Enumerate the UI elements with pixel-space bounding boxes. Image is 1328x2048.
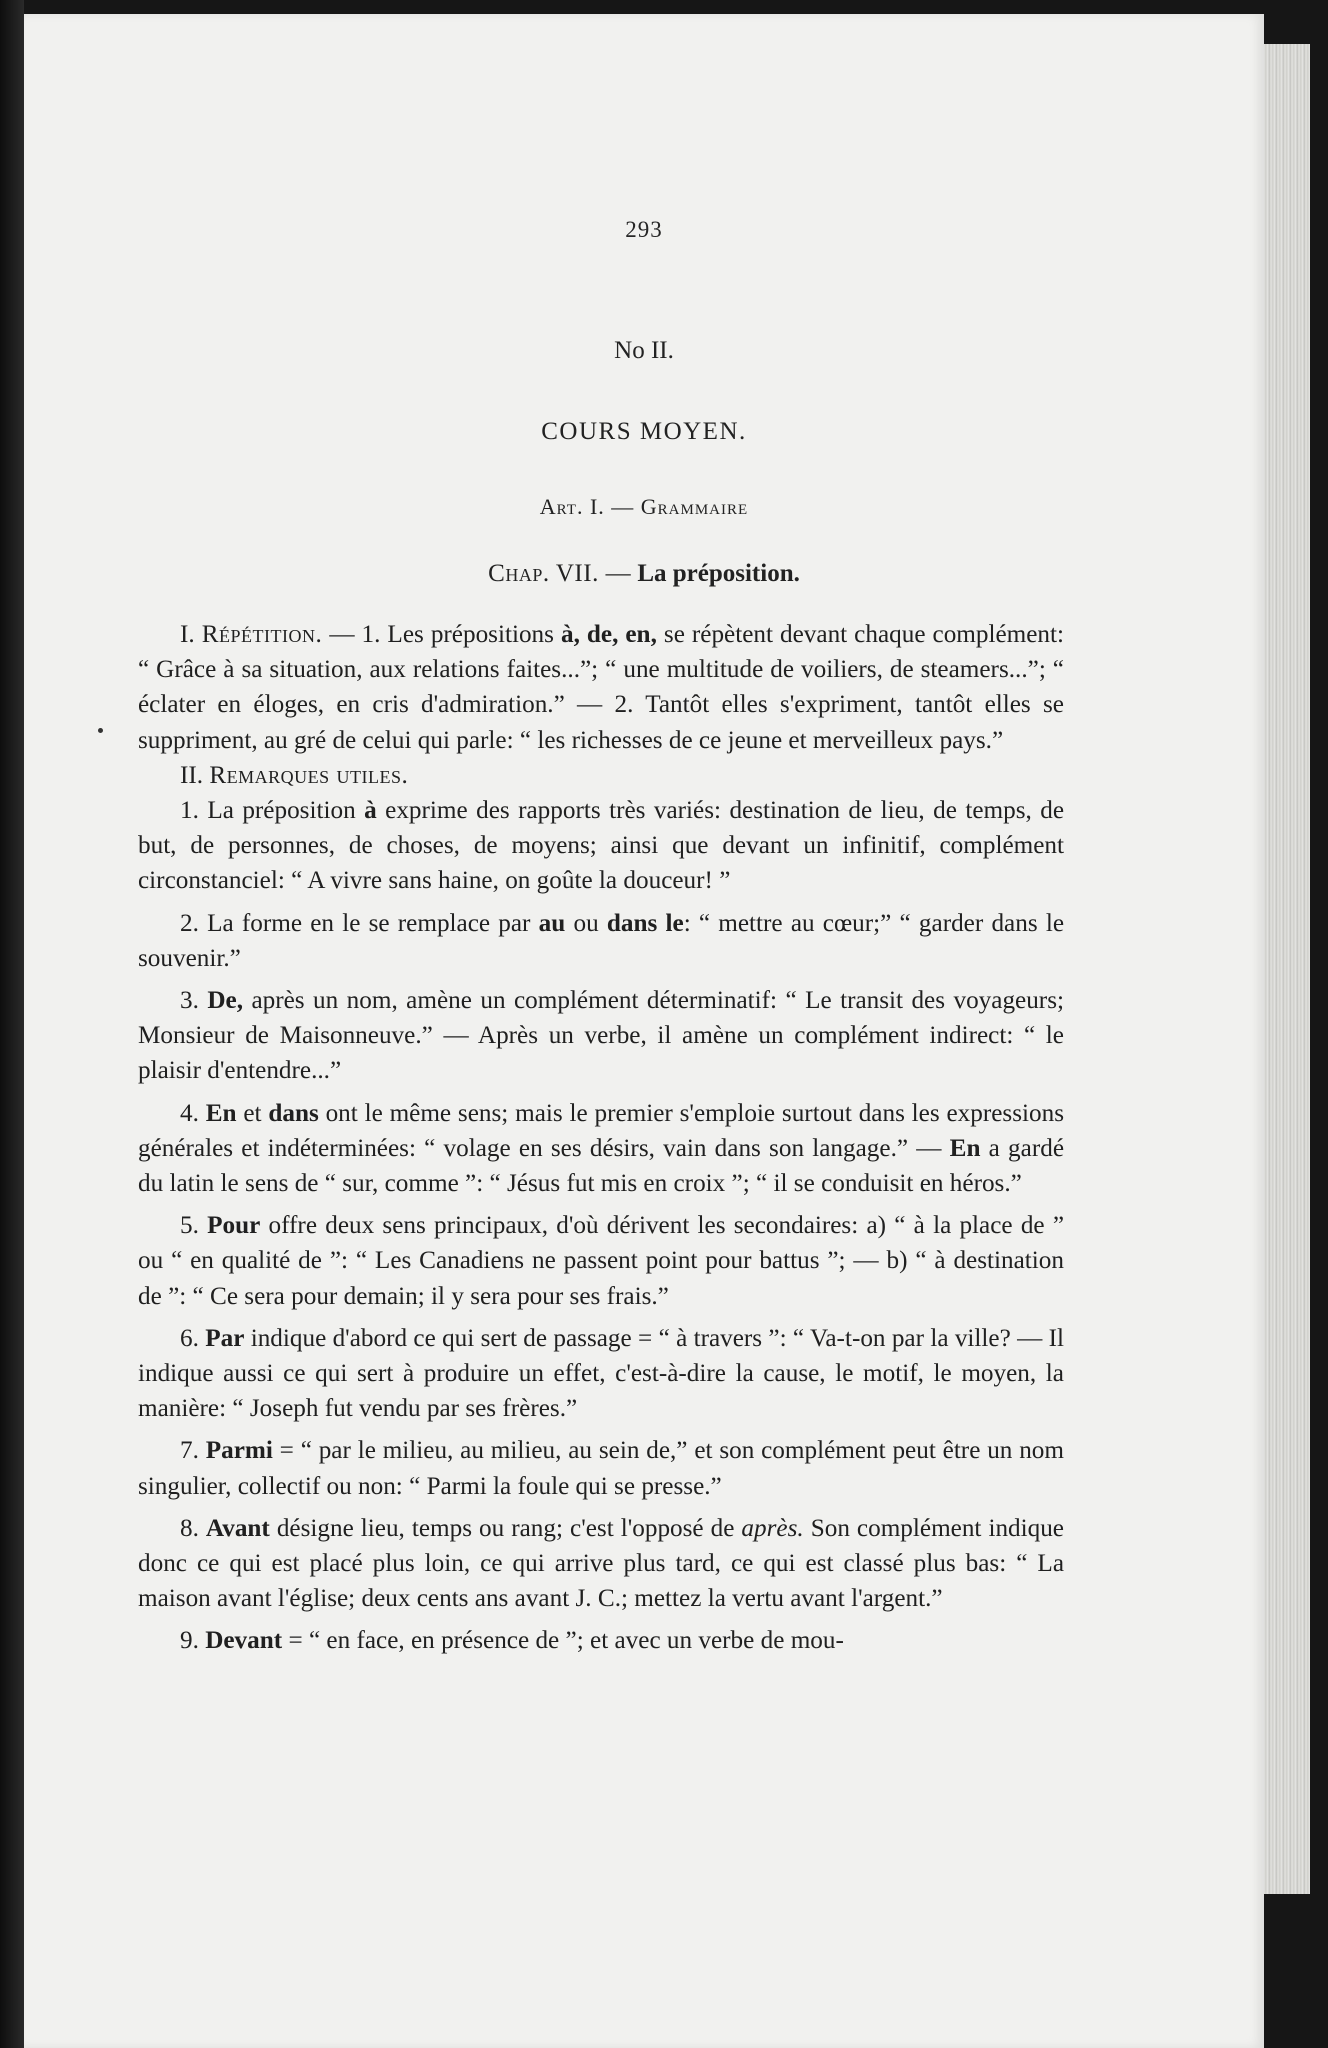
remark-text: désigne lieu, temps ou rang; c'est l'opposé de xyxy=(269,1514,742,1542)
body-text xyxy=(138,617,1064,1659)
remark-number: 5. xyxy=(180,1212,199,1240)
remark-text: = “ par le milieu, au milieu, au sein de,” et son complément peut être un nom singulier, collectif ou non: “ Parmi la foule qui se presse.” xyxy=(138,1437,1064,1500)
remark-paragraph xyxy=(138,1208,1064,1314)
remark-text: après un nom, amène un complément déterminatif: “ Le transit des voyageurs; Monsieur de Maisonneuve.” — Après un verbe, il amène un complément indirect: “ le plaisir d'entendre...” xyxy=(138,987,1064,1085)
remark-keyword: Par xyxy=(205,1324,245,1352)
book-page xyxy=(24,14,1264,2048)
remark-paragraph xyxy=(138,1321,1064,1427)
remark-keyword: dans xyxy=(268,1099,319,1127)
remark-text: et xyxy=(236,1099,269,1127)
remark-number: 3. xyxy=(180,987,199,1015)
remark-paragraph xyxy=(138,1096,1064,1202)
remark-text: = “ en face, en présence de ”; et avec un verbe de mou- xyxy=(282,1627,844,1655)
ink-mark xyxy=(98,728,103,733)
remark-keyword: à xyxy=(364,797,377,825)
remark-number: 9. xyxy=(180,1627,199,1655)
remark-text: ou xyxy=(565,909,607,937)
remark-number: 4. xyxy=(180,1099,199,1127)
remark-text: : “ mettre au cœur;” “ garder dans le souvenir.” xyxy=(138,909,1065,972)
article-heading: Art. I. — Grammaire xyxy=(539,494,749,519)
chapter-title: La préposition. xyxy=(637,560,800,587)
intro-text: — 1. Les prépositions xyxy=(322,621,561,648)
intro-number: I. xyxy=(180,621,195,648)
remark-number: 6. xyxy=(180,1324,199,1352)
remark-text: Son complément indique donc ce qui est placé plus loin, ce qui arrive plus tard, ce qui est classé plus bas: “ La maison avant l'église; deux cents ans avant J. C.; mettez la vertu avant l'argent.” xyxy=(138,1514,1064,1613)
remark-text: a gardé du latin le sens de “ sur, comme ”: “ Jésus fut mis en croix ”; “ il se conduisit en héros.” xyxy=(138,1134,1064,1198)
remarks-number: II. xyxy=(180,761,204,789)
intro-keywords: à, de, en, xyxy=(560,621,657,648)
remark-keyword: En xyxy=(949,1134,981,1162)
chapter-heading xyxy=(24,560,1264,588)
intro-paragraph xyxy=(138,617,1064,758)
intro-heading: Répétition. xyxy=(201,621,323,648)
remark-number: 1. xyxy=(180,797,199,825)
remark-text: offre deux sens principaux, d'où dérivent les secondaires: a) “ à la place de ” ou “ en qualité de ”: “ Les Canadiens ne passent point pour battus ”; — b) “ à destination de ”: “ Ce sera pour demain; il y sera pour ses frais.” xyxy=(138,1212,1065,1310)
page-number: 293 xyxy=(625,217,663,242)
section-number: No II. xyxy=(614,337,674,364)
remark-paragraph xyxy=(138,793,1064,899)
remark-italic: après. xyxy=(741,1514,804,1542)
remark-paragraph xyxy=(138,1623,1064,1658)
remark-paragraph xyxy=(138,906,1064,976)
remark-paragraph xyxy=(138,1433,1064,1503)
remark-number: 8. xyxy=(180,1514,199,1542)
remark-keyword: Avant xyxy=(205,1514,270,1542)
course-title: COURS MOYEN. xyxy=(541,418,747,445)
remark-keyword: Parmi xyxy=(205,1437,273,1465)
remark-text: La préposition xyxy=(207,797,365,825)
remarks-heading xyxy=(138,758,1064,793)
remark-number: 7. xyxy=(180,1437,199,1465)
chapter-label: Chap. VII. — xyxy=(488,560,632,587)
remark-keyword: De, xyxy=(207,987,244,1015)
remark-keyword: au xyxy=(538,909,566,937)
intro-text: se répètent devant chaque complément: “ Grâce à sa situation, aux relations faites...”; “ une multitude de voiliers, de steamers...”; “ éclater en éloges, en cris d'admiration.” — 2. Tantôt elles s'expriment, tantôt elles se suppriment, au gré de celui qui parle: “ les richesses de ce jeune et merveilleux pays.” xyxy=(138,621,1065,754)
remark-keyword: En xyxy=(205,1099,237,1127)
remark-text: ont le même sens; mais le premier s'emploie surtout dans les expressions générales et indéterminées: “ volage en ses désirs, vain dans son langage.” — xyxy=(138,1099,1065,1162)
remark-text: La forme en le se remplace par xyxy=(207,909,539,937)
remark-keyword: dans le xyxy=(606,909,684,937)
remark-paragraph xyxy=(138,1511,1064,1617)
scan-background xyxy=(0,0,24,2048)
remark-text: exprime des rapports très variés: destination de lieu, de temps, de but, de personnes, de choses, de moyens; ainsi que devant un infinitif, complément circonstanciel: “ A vivre sans haine, on goûte la douceur! ” xyxy=(138,797,1065,895)
remark-keyword: Pour xyxy=(207,1212,261,1240)
remarks-title: Remarques utiles. xyxy=(209,761,409,789)
remark-paragraph xyxy=(138,983,1064,1089)
remark-text: indique d'abord ce qui sert de passage = “ à travers ”: “ Va-t-on par la ville? — Il indique aussi ce qui sert à produire un effet, c'est-à-dire la cause, le motif, le moyen, la manière: “ Joseph fut vendu par ses frères.” xyxy=(138,1324,1064,1423)
remark-keyword: Devant xyxy=(205,1627,283,1655)
remark-number: 2. xyxy=(180,909,199,937)
